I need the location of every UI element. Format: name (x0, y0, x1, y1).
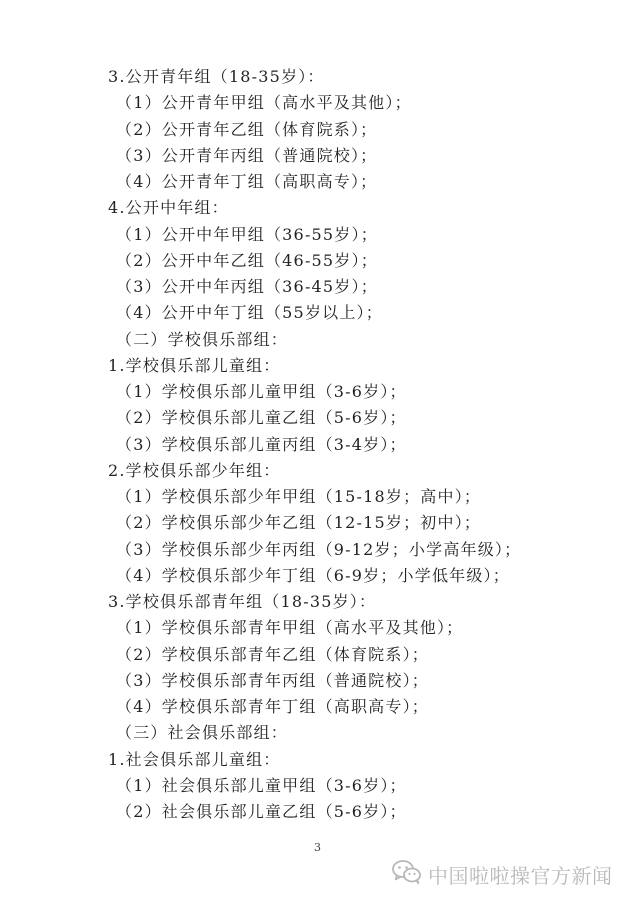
text-line: （2）学校俱乐部儿童乙组（5-6岁）； (116, 408, 407, 428)
text-line: 3.学校俱乐部青年组（18-35岁）： (108, 592, 377, 611)
text-line: （2）学校俱乐部少年乙组（12-15岁；初中）； (116, 513, 482, 533)
text-line: （2）公开中年乙组（46-55岁）； (116, 250, 378, 270)
text-line: （4）公开中年丁组（55岁以上）； (116, 303, 383, 323)
watermark (392, 856, 613, 892)
wechat-icon (392, 859, 422, 889)
text-line: 4.公开中年组： (108, 198, 229, 218)
text-line: （二）学校俱乐部组： (116, 329, 289, 349)
page-number: 3 (314, 841, 321, 854)
watermark-text: 中国啦啦操官方新闻 (428, 863, 613, 888)
text-line: 1.社会俱乐部儿童组： (108, 749, 281, 769)
text-line: （1）公开中年甲组（36-55岁）； (116, 224, 378, 244)
text-line: （3）公开青年丙组（普通院校）； (116, 145, 378, 165)
text-line: （三）社会俱乐部组： (116, 723, 289, 743)
text-line: （3）学校俱乐部少年丙组（9-12岁；小学高年级）； (116, 539, 522, 559)
text-line: （1）公开青年甲组（高水平及其他）； (116, 93, 412, 113)
text-line: （2）学校俱乐部青年乙组（体育院系）； (116, 644, 429, 664)
text-line: （3）公开中年丙组（36-45岁）； (116, 277, 378, 296)
text-line: （3）学校俱乐部青年丙组（普通院校）； (116, 670, 429, 690)
text-line: （4）学校俱乐部少年丁组（6-9岁；小学低年级）； (116, 565, 510, 585)
text-line: （1）学校俱乐部儿童甲组（3-6岁）； (116, 382, 407, 401)
text-line: （1）社会俱乐部儿童甲组（3-6岁）； (116, 775, 407, 795)
text-line: 2.学校俱乐部少年组： (108, 460, 281, 480)
text-line: （3）学校俱乐部儿童丙组（3-4岁）； (116, 434, 407, 454)
text-line: （2）公开青年乙组（体育院系）； (116, 119, 378, 139)
text-line: （4）学校俱乐部青年丁组（高职高专）； (116, 697, 429, 716)
text-line: （2）社会俱乐部儿童乙组（5-6岁）； (116, 802, 407, 821)
text-line: （1）学校俱乐部青年甲组（高水平及其他）； (116, 618, 464, 638)
text-line: 1.学校俱乐部儿童组： (108, 355, 281, 375)
text-line: （1）学校俱乐部少年甲组（15-18岁；高中）； (116, 487, 482, 506)
text-line: （4）公开青年丁组（高职高专）； (116, 172, 378, 191)
text-line: 3.公开青年组（18-35岁）： (108, 67, 325, 86)
